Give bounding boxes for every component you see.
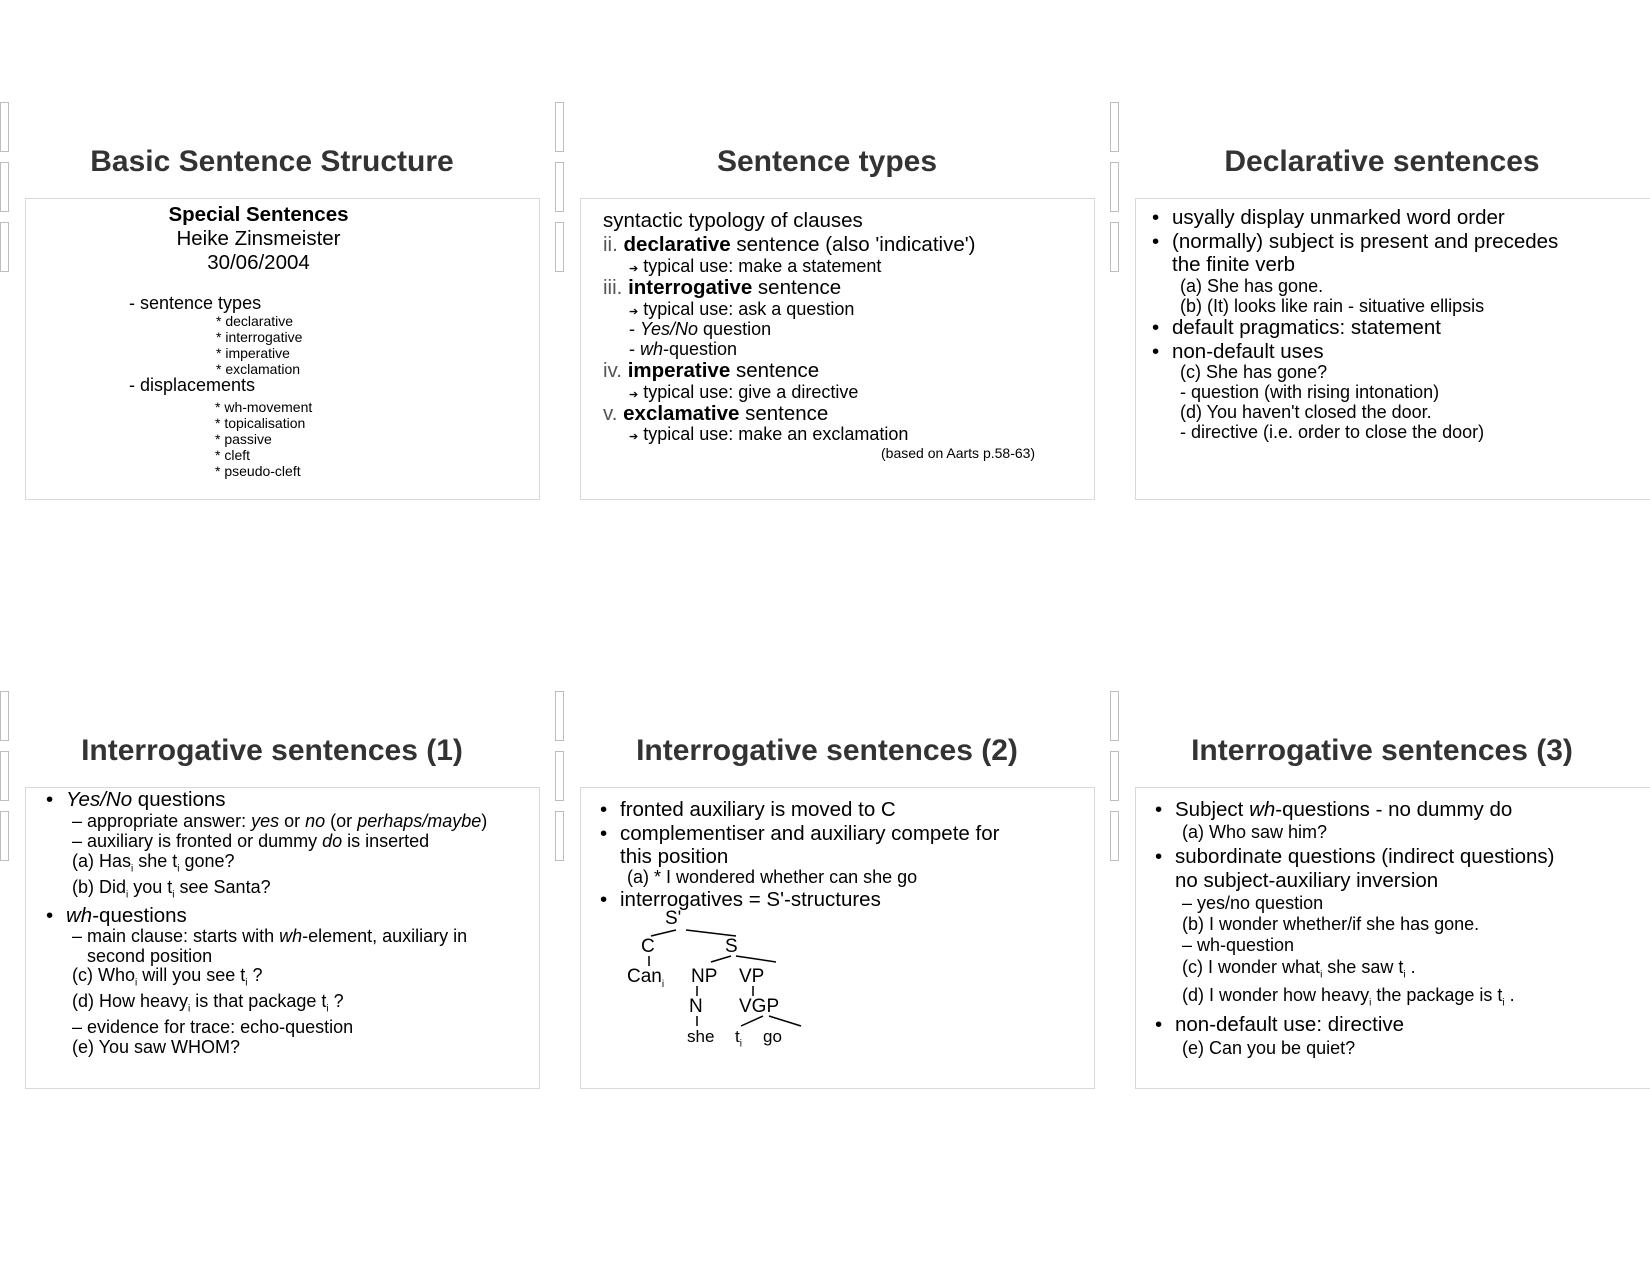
topic-item: * imperative — [216, 345, 290, 361]
tree-leaf-trace: $t_i$ — [735, 1027, 742, 1050]
topic-item: * interrogative — [216, 329, 303, 345]
heading: Special Sentences — [168, 203, 349, 226]
topic-item: * pseudo-cleft — [215, 463, 301, 479]
slide-marker — [1110, 691, 1119, 741]
slide-title: Interrogative sentences (1) — [81, 734, 463, 767]
type-use: ➔ typical use: make a statement — [629, 256, 882, 276]
slide-body — [25, 787, 540, 1089]
author: Heike Zinsmeister — [176, 227, 341, 250]
dash-item: – appropriate answer: yes or no (or perhaps/maybe) — [72, 811, 488, 831]
slide-marker — [555, 222, 564, 272]
example: (a) * I wondered whether can she go — [627, 867, 918, 887]
example: (e) Can you be quiet? — [1182, 1038, 1356, 1058]
slide-marker — [1110, 222, 1119, 272]
example: (b) I wonder whether/if she has gone. — [1182, 914, 1480, 934]
bullet: • subordinate questions (indirect questions) — [1175, 845, 1554, 869]
tree-leaf-she: she — [687, 1027, 715, 1046]
topic-item: * passive — [215, 431, 272, 447]
slide-interrogative-1 — [0, 684, 560, 1084]
tree-node-vp: VP — [739, 966, 765, 987]
bullet: • fronted auxiliary is moved to C — [620, 798, 896, 822]
tree-edge — [736, 956, 776, 962]
example: (d) I wonder how heavy$_i$ the package is $t_i$ . — [1182, 985, 1515, 1009]
example: (a) Has$_i$ she $t_i$ gone? — [72, 851, 235, 875]
example: (e) You saw WHOM? — [72, 1037, 241, 1057]
slide-sentence-types — [555, 95, 1115, 495]
slide-marker — [1110, 102, 1119, 152]
slide-marker — [0, 751, 9, 801]
slide-declarative-sentences — [1110, 95, 1650, 495]
dash-item: – wh-question — [1182, 935, 1295, 955]
example: (b) (It) looks like rain - situative ellipsis — [1180, 296, 1485, 316]
topic-label: - displacements — [129, 375, 256, 395]
tree-node-s: S — [725, 936, 738, 957]
example: (b) Did$_i$ you $t_i$ see Santa? — [72, 877, 271, 901]
slide-title: Sentence types — [716, 145, 938, 178]
arrow-icon: ➔ — [629, 431, 639, 443]
type-line: v. exclamative sentence — [603, 402, 829, 425]
bullet: • Yes/No questions — [66, 788, 226, 812]
bullet: • non-default uses — [1172, 340, 1324, 364]
tree-node-sbar: S' — [665, 908, 682, 929]
intro: syntactic typology of clauses — [603, 209, 863, 232]
example-note: - directive (i.e. order to close the door) — [1180, 422, 1485, 442]
type-sub: - Yes/No question — [629, 319, 772, 339]
type-sub: - wh-question — [629, 339, 738, 359]
slide-title: Interrogative sentences (3) — [1191, 734, 1573, 767]
example: (a) She has gone. — [1180, 276, 1324, 296]
slide-marker — [555, 102, 564, 152]
topic-item: * declarative — [216, 313, 294, 329]
example: (c) Who$_i$ will you see $t_i$ ? — [72, 965, 263, 989]
slide-marker — [0, 102, 9, 152]
slide-marker — [555, 751, 564, 801]
slide-interrogative-3 — [1110, 684, 1650, 1084]
slide-basic-sentence-structure — [0, 95, 560, 495]
bullet: • (normally) subject is present and precedes — [1172, 230, 1558, 254]
bullet-cont: no subject-auxiliary inversion — [1175, 869, 1439, 892]
tree-node-can: Can$_i$ — [627, 966, 665, 990]
slide-body — [25, 198, 540, 500]
tree-node-vgp: VGP — [739, 996, 780, 1017]
syntax-tree — [621, 908, 841, 1048]
example: (c) I wonder what$_i$ she saw $t_i$ . — [1182, 957, 1416, 981]
bullet: • default pragmatics: statement — [1172, 316, 1441, 340]
bullet-cont: the finite verb — [1172, 253, 1296, 276]
tree-leaf-go: go — [763, 1027, 782, 1046]
type-use: ➔ typical use: give a directive — [629, 382, 859, 402]
type-use: ➔ typical use: make an exclamation — [629, 424, 909, 444]
dash-item: – auxiliary is fronted or dummy do is inserted — [72, 831, 430, 851]
date: 30/06/2004 — [207, 251, 310, 274]
tree-node-np: NP — [691, 966, 718, 987]
bullet: • non-default use: directive — [1175, 1013, 1404, 1037]
bullet: • Subject wh-questions - no dummy do — [1175, 798, 1512, 822]
slide-marker — [1110, 751, 1119, 801]
example-note: - question (with rising intonation) — [1180, 382, 1440, 402]
slide-interrogative-2 — [555, 684, 1115, 1084]
arrow-icon: ➔ — [629, 389, 639, 401]
slide-body — [1135, 787, 1650, 1089]
bullet: • complementiser and auxiliary compete for — [620, 822, 999, 846]
example: (a) Who saw him? — [1182, 822, 1328, 842]
slide-title: Declarative sentences — [1224, 145, 1540, 178]
slide-marker — [555, 811, 564, 861]
topic-item: * cleft — [215, 447, 251, 463]
arrow-icon: ➔ — [629, 263, 639, 275]
type-use: ➔ typical use: ask a question — [629, 299, 855, 319]
bullet: • interrogatives = S'-structures — [620, 888, 881, 912]
slide-marker — [555, 691, 564, 741]
source-note: (based on Aarts p.58-63) — [881, 445, 1036, 461]
bullet: • usyally display unmarked word order — [1172, 206, 1505, 230]
slide-title: Basic Sentence Structure — [90, 145, 454, 178]
topic-item: * exclamation — [216, 361, 301, 377]
slide-marker — [555, 162, 564, 212]
slide-body — [1135, 198, 1650, 500]
slide-marker — [1110, 811, 1119, 861]
bullet: • wh-questions — [66, 904, 187, 928]
slide-body — [580, 787, 1095, 1089]
example: (d) How heavy$_i$ is that package $t_i$ ? — [72, 991, 344, 1015]
topic-item: * wh-movement — [215, 399, 313, 415]
slide-marker — [0, 811, 9, 861]
dash-item: – main clause: starts with wh-element, auxiliary in — [72, 926, 468, 946]
slide-marker — [0, 222, 9, 272]
tree-node-c: C — [641, 936, 655, 957]
tree-node-n: N — [689, 996, 703, 1017]
slide-marker — [0, 691, 9, 741]
slide-marker — [1110, 162, 1119, 212]
topic-label: - sentence types — [129, 293, 262, 313]
dash-item: – yes/no question — [1182, 893, 1324, 913]
slide-marker — [0, 162, 9, 212]
topic-item: * topicalisation — [215, 415, 306, 431]
dash-item: – evidence for trace: echo-question — [72, 1017, 354, 1037]
example: (d) You haven't closed the door. — [1180, 402, 1432, 422]
type-line: ii. declarative sentence (also 'indicative') — [603, 233, 976, 256]
slide-title: Interrogative sentences (2) — [636, 734, 1018, 767]
arrow-icon: ➔ — [629, 306, 639, 318]
type-line: iv. imperative sentence — [603, 359, 820, 382]
tree-edge — [651, 930, 676, 936]
dash-item-cont: second position — [87, 946, 213, 966]
bullet-cont: this position — [620, 845, 729, 868]
example: (c) She has gone? — [1180, 362, 1328, 382]
type-line: iii. interrogative sentence — [603, 276, 842, 299]
slide-body — [580, 198, 1095, 500]
